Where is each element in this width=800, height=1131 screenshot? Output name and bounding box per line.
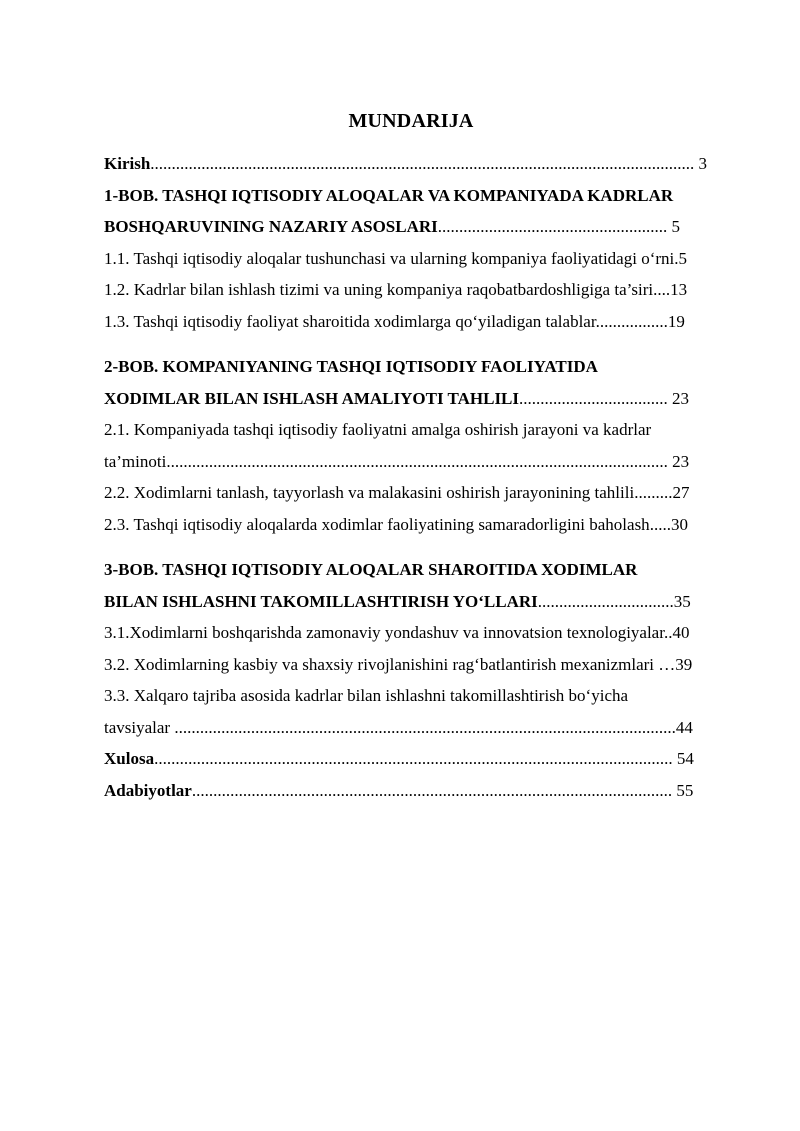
toc-page-number: 44 (675, 717, 693, 737)
toc-entry-title: Adabiyotlar (104, 780, 192, 800)
toc-leader-dots: … (654, 654, 676, 674)
toc-section-2-3[interactable] (104, 509, 756, 541)
toc-entry-title: 2.2. Xodimlarni tanlash, tayyorlash va malakasini oshirish jarayonining tahlili (104, 483, 635, 502)
toc-page-number: 35 (673, 591, 691, 611)
toc-page-number: 3 (694, 154, 708, 173)
toc-entry-title: tavsiyalar (104, 717, 175, 737)
toc-leader-dots: ......... (634, 483, 673, 502)
toc-entry-title: XODIMLAR BILAN ISHLASH AMALIYOTI TAHLILI (104, 388, 520, 408)
toc-chapter-3-heading-cont[interactable] (104, 586, 756, 618)
toc-entry-kirish[interactable] (104, 148, 756, 180)
toc-page-number: 23 (667, 451, 690, 471)
toc-chapter-1-heading-cont[interactable] (104, 211, 756, 243)
page-title: MUNDARIJA (348, 110, 474, 132)
toc-leader-dots: ...................................................................................................................... (174, 717, 676, 737)
toc-leader-dots: .......................................................................................................................... (154, 749, 673, 768)
toc-section-2-1-cont[interactable] (104, 446, 756, 478)
toc-leader-dots: ................................ (537, 591, 674, 611)
toc-page-number: 19 (667, 311, 685, 331)
toc-entry-adabiyotlar[interactable] (104, 775, 756, 807)
toc-section-3-2[interactable] (104, 649, 756, 681)
toc-entry-title: 2-BOB. KOMPANIYANING TASHQI IQTISODIY FAOLIYATIDA (104, 357, 598, 376)
toc-leader-dots: ................................................................................................................................ (150, 154, 695, 173)
toc-entry-title: 2.1. Kompaniyada tashqi iqtisodiy faoliyatni amalga oshirish jarayoni va kadrlar (104, 420, 652, 439)
toc-entry-title: 2.3. Tashqi iqtisodiy aloqalarda xodimlar faoliyatining samaradorligini baholash (104, 514, 650, 534)
toc-entry-title: Kirish (104, 154, 151, 173)
toc-section-1-2[interactable] (104, 274, 756, 306)
toc-entry-title: 1.3. Tashqi iqtisodiy faoliyat sharoitida xodimlarga qo‘yiladigan talablar (104, 311, 596, 331)
toc-page-number: 30 (670, 514, 688, 534)
toc-leader-dots: ...................................................................................................................... (166, 451, 668, 471)
toc-page-number: 23 (667, 388, 690, 408)
toc-page-number: 5 (678, 248, 687, 268)
toc-entry-title: 3-BOB. TASHQI IQTISODIY ALOQALAR SHAROITIDA XODIMLAR (104, 560, 638, 579)
toc-section-2-2[interactable] (104, 477, 756, 509)
toc-chapter-3-heading[interactable] (104, 554, 756, 586)
toc-section-3-1[interactable] (104, 617, 756, 649)
toc-entry-title: 3.2. Xodimlarning kasbiy va shaxsiy rivojlanishini rag‘batlantirish mexanizmlari (104, 654, 655, 674)
toc-chapter-1-heading[interactable] (104, 180, 756, 212)
toc-entry-title: BOSHQARUVINING NAZARIY ASOSLARI (104, 217, 438, 236)
toc-page-number: 40 (672, 623, 690, 642)
toc-page-number: 54 (672, 749, 694, 768)
toc-section-2-1[interactable] (104, 414, 756, 446)
toc-entry-title: Xulosa (104, 749, 155, 768)
toc-entry-title: 1-BOB. TASHQI IQTISODIY ALOQALAR VA KOMPANIYADA KADRLAR (104, 185, 674, 205)
toc-entry-xulosa[interactable] (104, 743, 756, 775)
toc-page-number: 13 (670, 280, 688, 299)
toc-entry-title: ta’minoti (104, 451, 167, 471)
toc-section-1-1[interactable] (104, 243, 756, 275)
toc-section-3-3[interactable] (104, 680, 756, 712)
toc-chapter-2-heading[interactable] (104, 351, 756, 383)
toc-section-1-3[interactable] (104, 306, 756, 338)
toc-entry-title: 1.2. Kadrlar bilan ishlash tizimi va uning kompaniya raqobatbardoshligiga ta’siri (104, 280, 654, 299)
toc-page-number: 5 (667, 217, 681, 236)
toc-leader-dots: ...................................................... (437, 217, 668, 236)
toc-page-number: 55 (672, 780, 694, 800)
toc-leader-dots: .. (663, 623, 673, 642)
table-of-contents (104, 148, 756, 806)
toc-section-3-3-cont[interactable] (104, 712, 756, 744)
toc-chapter-2-heading-cont[interactable] (104, 383, 756, 415)
toc-leader-dots: ..... (649, 514, 671, 534)
toc-leader-dots: ................................... (519, 388, 668, 408)
toc-page-number: 27 (672, 483, 690, 502)
toc-leader-dots: .... (653, 280, 671, 299)
toc-entry-title: 3.3. Xalqaro tajriba asosida kadrlar bilan ishlashni takomillashtirish bo‘yicha (104, 686, 629, 705)
toc-entry-title: 1.1. Tashqi iqtisodiy aloqalar tushunchasi va ularning kompaniya faoliyatidagi o‘rni. (104, 248, 679, 268)
toc-leader-dots: ................. (595, 311, 668, 331)
toc-entry-title: 3.1.Xodimlarni boshqarishda zamonaviy yondashuv va innovatsion texnologiyalar (104, 623, 664, 642)
toc-entry-title: BILAN ISHLASHNI TAKOMILLASHTIRISH YO‘LLARI (104, 591, 538, 611)
toc-leader-dots: ................................................................................................................. (191, 780, 673, 800)
toc-page-number: 39 (675, 654, 693, 674)
